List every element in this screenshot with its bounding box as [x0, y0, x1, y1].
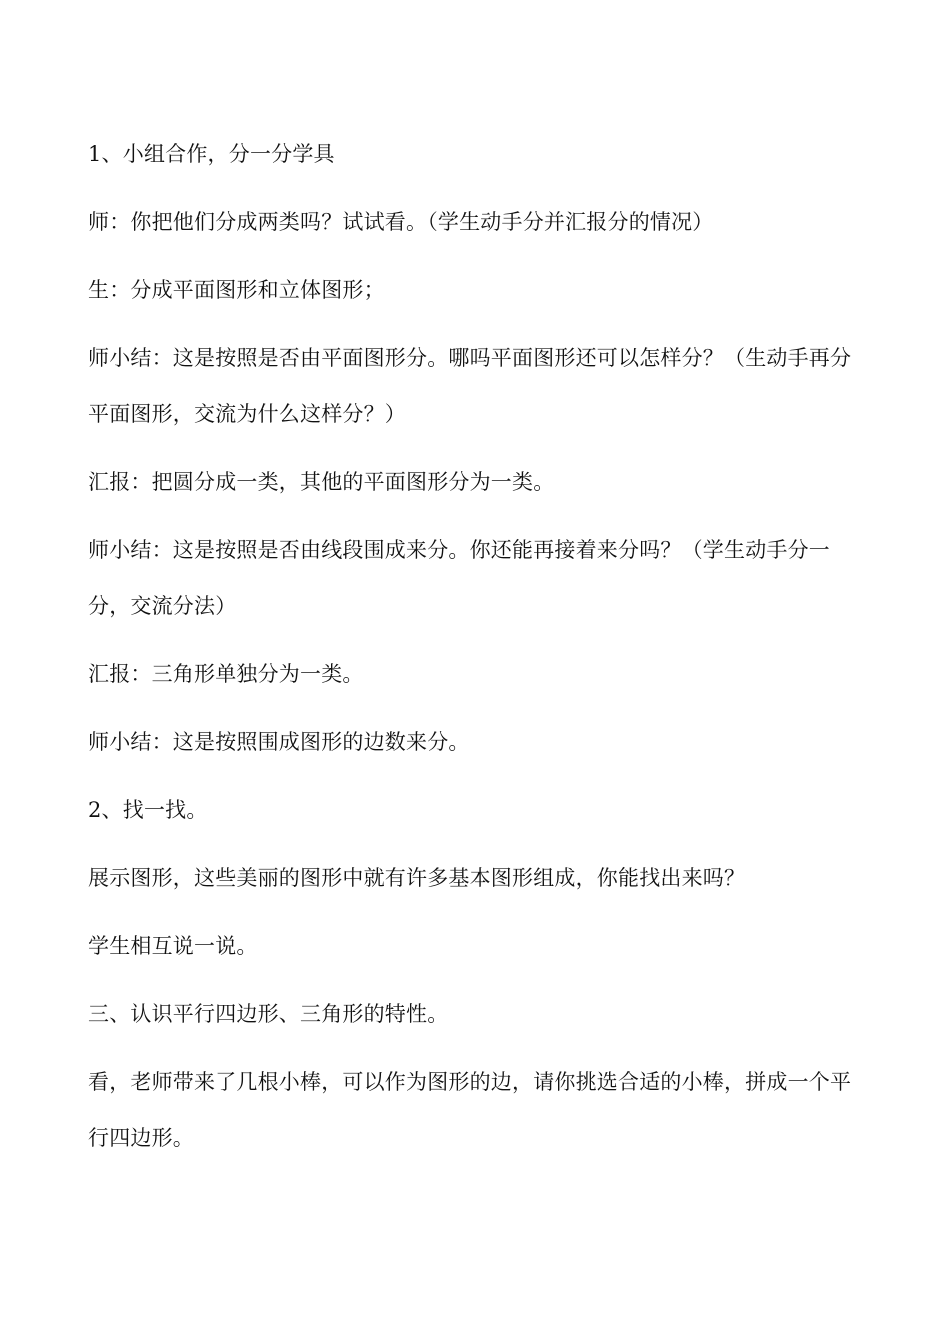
- paragraph-gap: [88, 906, 864, 918]
- paragraph-10: 展示图形，这些美丽的图形中就有许多基本图形组成，你能找出来吗？: [88, 866, 746, 890]
- paragraph-5: 汇报：把圆分成一类，其他的平面图形分为一类。: [88, 470, 555, 494]
- paragraph-gap: [88, 250, 864, 262]
- paragraph-gap: [88, 1042, 864, 1054]
- paragraph-gap: [88, 838, 864, 850]
- paragraph-gap: [88, 974, 864, 986]
- paragraph-6: 师小结：这是按照是否由线段围成来分。你还能再接着来分吗？（学生动手分一分，交流分法）: [88, 538, 830, 618]
- paragraph-9: 2、找一找。: [88, 798, 208, 822]
- paragraph-gap: [88, 182, 864, 194]
- paragraph-gap: [88, 442, 864, 454]
- paragraph-gap: [88, 318, 864, 330]
- paragraph-gap: [88, 702, 864, 714]
- paragraph-3: 生：分成平面图形和立体图形；: [88, 278, 385, 302]
- paragraph-7: 汇报：三角形单独分为一类。: [88, 662, 364, 686]
- paragraph-11: 学生相互说一说。: [88, 934, 258, 958]
- paragraph-gap: [88, 510, 864, 522]
- paragraph-12: 三、认识平行四边形、三角形的特性。: [88, 1002, 449, 1026]
- paragraph-2: 师：你把他们分成两类吗？试试看。（学生动手分并汇报分的情况）: [88, 210, 714, 234]
- paragraph-gap: [88, 770, 864, 782]
- paragraph-1: 1、小组合作，分一分学具: [88, 142, 335, 166]
- paragraph-13: 看，老师带来了几根小棒，可以作为图形的边，请你挑选合适的小棒，拼成一个平行四边形。: [88, 1070, 852, 1150]
- paragraph-8: 师小结：这是按照围成图形的边数来分。: [88, 730, 470, 754]
- paragraph-gap: [88, 634, 864, 646]
- paragraph-4: 师小结：这是按照是否由平面图形分。哪吗平面图形还可以怎样分？（生动手再分平面图形，交流为什么这样分？）: [88, 346, 852, 426]
- document-body: [88, 126, 864, 1166]
